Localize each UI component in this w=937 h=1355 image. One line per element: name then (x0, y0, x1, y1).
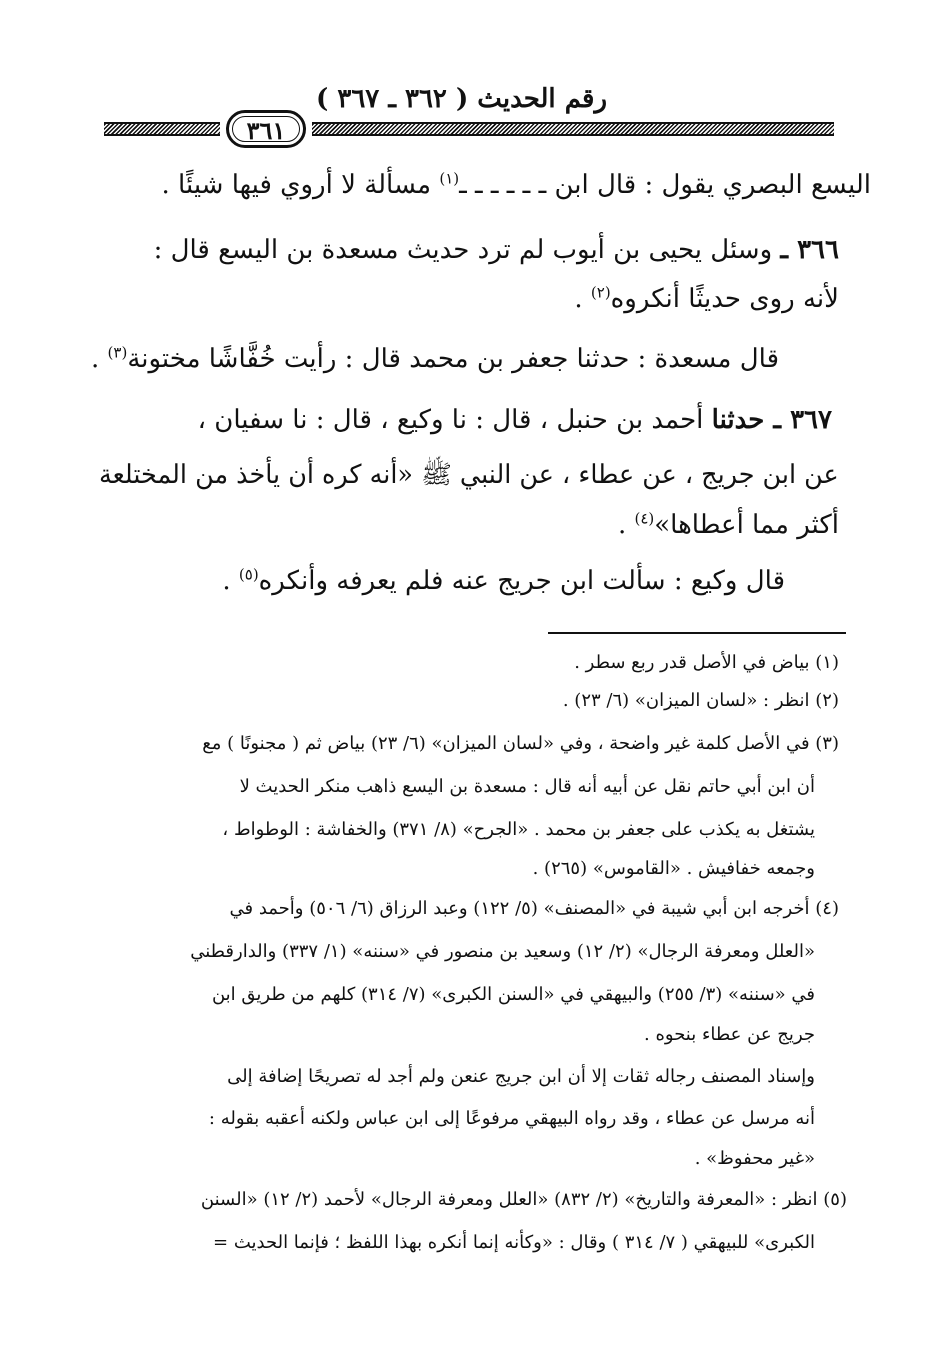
header-rule-right (312, 122, 834, 136)
footnote-3-line: يشتغل به يكذب على جعفر بن محمد . «الجرح» (٨/ ٣٧١) والخفاشة : الوطواط ، (222, 819, 815, 840)
footnote-marker: (١) (439, 169, 460, 188)
footnote-3-line: وجمعه خفافيش . «القاموس» (٢٦٥) . (532, 858, 815, 879)
footnote-1: (١) بياض في الأصل قدر ربع سطر . (574, 652, 839, 673)
footnote-marker: (٤) (634, 509, 655, 528)
header-rule-left (104, 122, 220, 136)
footnote-marker: (٢) (590, 283, 611, 302)
footnote-separator (548, 632, 846, 634)
text-line: أكثر مما أعطاها»$^{(٤)}$ . (617, 509, 839, 540)
hadith-366-line: ٣٦٦ ـ وسئل يحيى بن أيوب لم ترد حديث مسعدة بن اليسع قال : (153, 235, 839, 265)
footnote-4-line: أنه مرسل عن عطاء ، وقد رواه البيهقي مرفوعًا إلى ابن عباس ولكنه أعقبه بقوله : (208, 1108, 815, 1129)
footnote-marker: (٣) (107, 343, 128, 362)
footnote-4-line: (٤) أخرجه ابن أبي شيبة في «المصنف» (٥/ ١٢٢) وعبد الرزاق (٦/ ٥٠٦) وأحمد في (229, 898, 839, 919)
footnote-4-line: وإسناد المصنف رجاله ثقات إلا أن ابن جريج عنعن ولم أجد له تصريحًا إضافة إلى (227, 1066, 815, 1087)
footnote-5-line: الكبرى» للبيهقي ( ٧/ ٣١٤ ) وقال : «وكأنه إنما أنكره بهذا اللفظ ؛ فإنما الحديث = (213, 1232, 815, 1253)
footnote-4-line: «العلل ومعرفة الرجال» (٢/ ١٢) وسعيد بن منصور في «سننه» (١/ ٣٣٧) والدارقطني (190, 941, 815, 962)
hadith-number: ٣٦٧ ـ حدثنا (711, 405, 832, 435)
page-number: ٣٦١ (246, 116, 286, 145)
text-line: قال مسعدة : حدثنا جعفر بن محمد قال : رأيت خُفَّاشًا مختونة$^{(٣)}$ . (91, 343, 779, 374)
footnote-3-line: (٣) في الأصل كلمة غير واضحة ، وفي «لسان الميزان» (٦/ ٢٣) بياض ثم ( مجنونًا ) مع (202, 733, 839, 754)
footnote-4-line: جريج عن عطاء بنحوه . (644, 1024, 815, 1045)
footnote-5-line: (٥) انظر : «المعرفة والتاريخ» (٢/ ٨٣٢) «العلل ومعرفة الرجال» لأحمد (٢/ ١٢) «السنن (200, 1189, 847, 1210)
footnote-2: (٢) انظر : «لسان الميزان» (٦/ ٢٣) . (562, 690, 839, 711)
hadith-367-line: ٣٦٧ ـ حدثنا أحمد بن حنبل ، قال : نا وكيع ، قال : نا سفيان ، (197, 405, 832, 435)
footnote-4-line: في «سننه» (٣/ ٢٥٥) والبيهقي في «السنن الكبرى» (٧/ ٣١٤) كلهم من طريق ابن (211, 984, 815, 1005)
footnote-marker: (٥) (238, 565, 259, 584)
page-number-badge (226, 110, 306, 148)
text-line: قال وكيع : سألت ابن جريج عنه فلم يعرفه وأنكره$^{(٥)}$ . (222, 565, 785, 596)
text-line: اليسع البصري يقول : قال ابن ـ ـ ـ ـ ـ ـ$^{(١)}$ مسألة لا أروي فيها شيئًا . (161, 169, 871, 200)
running-title: رقم الحديث ( ٣٦٢ ـ ٣٦٧ ) (316, 84, 607, 114)
hadith-number: ٣٦٦ ـ (780, 235, 839, 265)
text-line: عن ابن جريج ، عن عطاء ، عن النبي ﷺ «أنه كره أن يأخذ من المختلعة (99, 460, 839, 490)
text-line: لأنه روى حديثًا أنكروه$^{(٢)}$ . (574, 283, 839, 314)
footnote-4-line: «غير محفوظ» . (694, 1148, 815, 1169)
footnote-3-line: أن ابن أبي حاتم نقل عن أبيه أنه قال : مسعدة بن اليسع ذاهب منكر الحديث لا (239, 776, 815, 797)
